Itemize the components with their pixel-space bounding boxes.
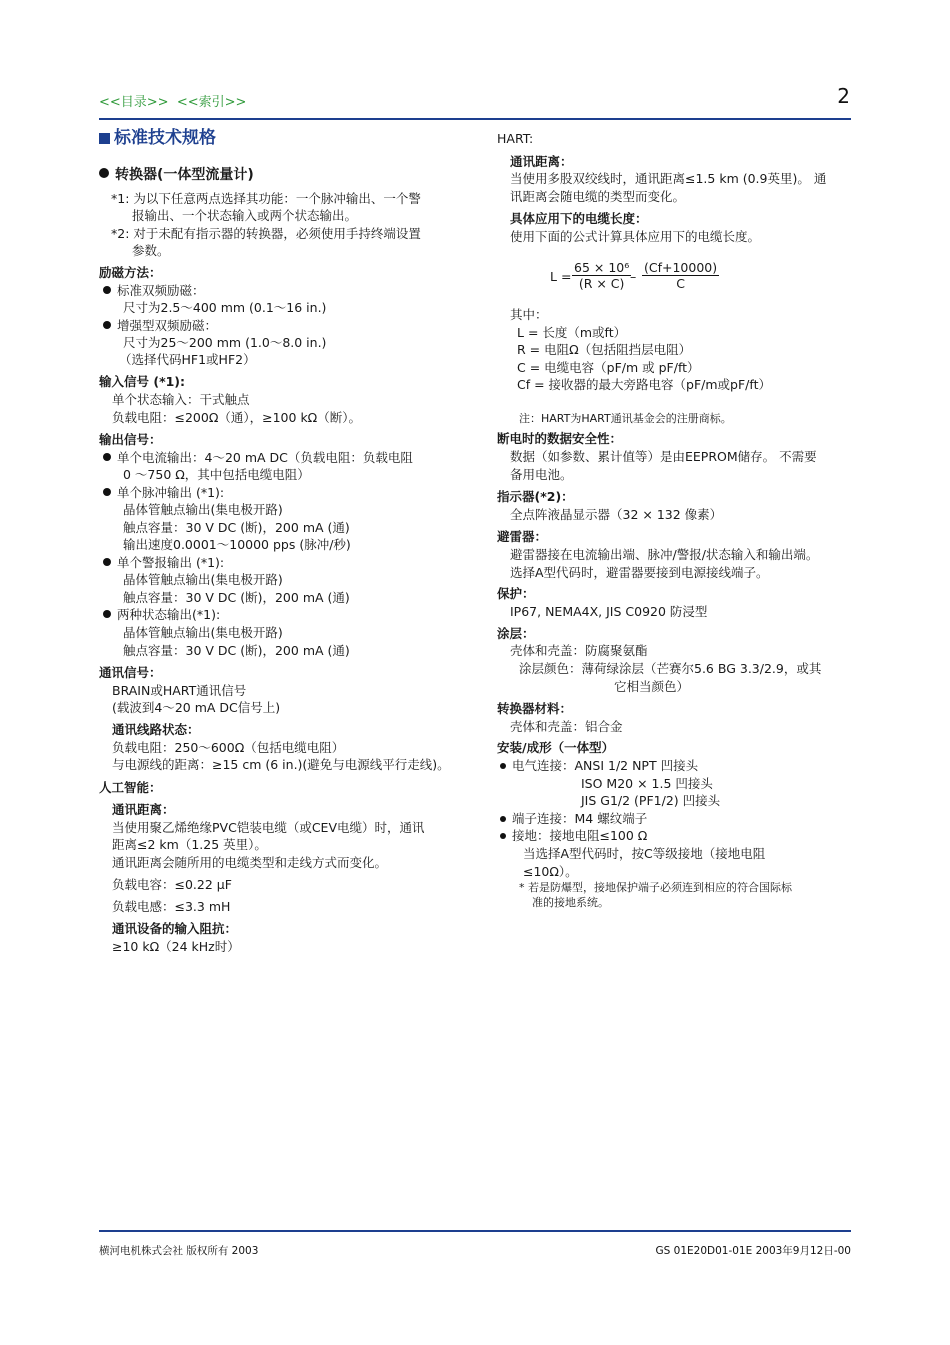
bullet-icon [103,610,111,618]
footer-copyright: 横河电机株式会社 版权所有 2003 [99,1245,259,1257]
note-2-cont: 参数。 [132,243,170,258]
output-4: 两种状态输出(*1): [103,607,220,623]
indicator-1: 全点阵液晶显示器（32 × 132 像素） [510,507,723,522]
toc-link[interactable]: <<目录>> [99,95,169,110]
bullet-icon [103,286,111,294]
input-impedance: ≥10 kΩ（24 kHz时） [112,939,240,954]
excitation-item-2-note: （选择代码HF1或HF2） [119,352,256,367]
converter-title: 转换器(一体型流量计) [99,167,254,183]
excitation-title: 励磁方法： [99,265,162,280]
note-2: *2: 对于未配有指示器的转换器，必须使用手持终端设置 [111,226,421,241]
output-title: 输出信号： [99,432,162,447]
formula-den-2: C [676,276,685,291]
hart-dist-title: 通讯距离： [510,154,573,169]
header-rule [99,118,851,120]
index-link[interactable]: <<索引>> [176,95,247,110]
coating-2: 涂层颜色：薄荷绿涂层（芒赛尔5.6 BG 3.3/2.9，或其 [519,661,822,676]
comm-1: BRAIN或HART通讯信号 [112,683,247,698]
where-l: L = 长度（m或ft） [517,325,627,340]
note-1-cont: 报输出、一个状态输入或两个状态输出。 [132,208,358,223]
grounding: 接地：接地电阻≤100 Ω [500,828,647,844]
bullet-icon [103,453,111,461]
where-c: C = 电缆电容（pF/m 或 pF/ft） [517,360,700,375]
output-2: 单个脉冲输出 (*1): [103,485,224,501]
bullet-icon [500,816,506,822]
arrester-title: 避雷器： [497,529,548,544]
ai-dist-title: 通讯距离： [112,802,175,817]
comm-title: 通讯信号： [99,665,162,680]
note-1: *1: 为以下任意两点选择其功能：一个脉冲输出、一个警 [111,191,421,206]
excitation-item-2-size: 尺寸为25～200 mm (1.0～8.0 in.) [123,335,327,350]
input-2: 负载电阻：≤200Ω（通），≥100 kΩ（断）。 [112,410,361,425]
load-capacitance: 负载电容：≤0.22 μF [112,877,232,892]
comm-2: (载波到4～20 mA DC信号上) [112,700,281,715]
input-1: 单个状态输入：干式触点 [112,392,250,407]
protection-1: IP67, NEMA4X, JIS C0920 防浸型 [510,604,708,619]
cable-title: 具体应用下的电缆长度： [510,211,648,226]
excitation-item-2: 增强型双频励磁： [103,318,217,334]
ai-dist-3: 通讯距离会随所用的电缆类型和走线方式而变化。 [112,855,388,870]
bullet-icon [103,558,111,566]
grounding-2: 当选择A型代码时，按C等级接地（接地电阻 [523,846,766,861]
output-3-b: 触点容量：30 V DC (断)，200 mA (通) [123,590,350,605]
hart-title: HART: [497,131,534,146]
line-2: 与电源线的距离：≥15 cm (6 in.)(避免与电源线平行走线)。 [112,757,450,772]
input-title: 输入信号 (*1): [99,374,186,389]
input-impedance-title: 通讯设备的输入阻抗： [112,921,238,936]
footer-rule [99,1230,851,1232]
output-1-cont: 0 ～750 Ω，其中包括电缆电阻） [123,467,310,482]
material-1: 壳体和壳盖：铝合金 [510,719,623,734]
ai-title: 人工智能： [99,780,162,795]
excitation-item-1: 标准双频励磁： [103,283,205,299]
ai-dist-2: 距离≤2 km（1.25 英里）。 [112,837,267,852]
bullet-icon [99,168,109,178]
arrester-1: 避雷器接在电流输出端、脉冲/警报/状态输入和输出端。 [510,547,819,562]
hart-trademark-note: 注：HART为HART通讯基金会的注册商标。 [519,412,732,425]
formula-fraction-2 [642,260,719,291]
output-4-a: 晶体管触点输出(集电极开路) [123,625,283,640]
coating-3: 它相当颜色） [614,679,690,694]
hart-dist-1: 当使用多股双绞线时，通讯距离≤1.5 km (0.9英里)。 通 [510,171,827,186]
arrester-2: 选择A型代码时，避雷器要接到电源接线端子。 [510,565,769,580]
indicator-title: 指示器(*2)： [497,489,574,504]
where-r: R = 电阻Ω（包括阻挡层电阻） [517,342,692,357]
grounding-note-1: * 若是防爆型，接地保护端子必须连到相应的符合国际标 [519,881,792,894]
square-bullet-icon [99,133,110,144]
electrical-connection-2: ISO M20 × 1.5 凹接头 [581,776,713,791]
where-title: 其中： [510,307,548,322]
header-nav [99,91,246,110]
material-title: 转换器材料： [497,701,573,716]
bullet-icon [103,488,111,496]
hart-dist-2: 讯距离会随电缆的类型而变化。 [510,189,686,204]
formula-num-2: (Cf+10000) [644,260,718,275]
cable-1: 使用下面的公式计算具体应用下的电缆长度。 [510,229,761,244]
where-cf: Cf = 接收器的最大旁路电容（pF/m或pF/ft） [517,377,771,392]
grounding-3: ≤10Ω）。 [523,864,578,879]
formula-lhs: L = [550,269,572,284]
output-2-b: 触点容量：30 V DC (断)，200 mA (通) [123,520,350,535]
page-number: 2 [837,84,850,108]
formula-fraction-1 [572,260,631,291]
output-1: 单个电流输出：4～20 mA DC（负载电阻：负载电阻 [103,450,413,466]
output-3: 单个警报输出 (*1): [103,555,224,571]
formula-num-1: 65 × 10⁶ [574,260,630,275]
formula-den-1: (R × C) [578,276,625,291]
protection-title: 保护： [497,586,535,601]
electrical-connection-3: JIS G1/2 (PF1/2) 凹接头 [581,793,721,808]
electrical-connection: 电气连接：ANSI 1/2 NPT 凹接头 [500,758,698,774]
output-3-a: 晶体管触点输出(集电极开路) [123,572,283,587]
ai-dist-1: 当使用聚乙烯绝缘PVC铠装电缆（或CEV电缆）时，通讯 [112,820,425,835]
install-title: 安装/成形（一体型） [497,740,615,755]
footer-doc-id: GS 01E20D01-01E 2003年9月12日-00 [655,1245,851,1257]
bullet-icon [500,763,506,769]
output-4-b: 触点容量：30 V DC (断)，200 mA (通) [123,643,350,658]
line-title: 通讯线路状态： [112,722,200,737]
bullet-icon [103,321,111,329]
cable-length-formula [550,260,790,296]
grounding-note-2: 准的接地系统。 [532,896,609,909]
output-2-c: 输出速度0.0001～10000 pps (脉冲/秒) [123,537,351,552]
coating-title: 涂层： [497,626,535,641]
output-2-a: 晶体管触点输出(集电极开路) [123,502,283,517]
power-1: 数据（如参数、累计值等）是由EEPROM储存。 不需要 [510,449,817,464]
power-title: 断电时的数据安全性： [497,431,623,446]
line-1: 负载电阻：250～600Ω（包括电缆电阻） [112,740,345,755]
section-title: 标准技术规格 [99,130,216,146]
coating-1: 壳体和壳盖：防腐聚氨酯 [510,643,648,658]
load-inductance: 负载电感：≤3.3 mH [112,899,231,914]
terminal-connection: 端子连接：M4 螺纹端子 [500,811,647,827]
formula-minus: – [630,269,637,284]
excitation-item-1-size: 尺寸为2.5～400 mm (0.1～16 in.) [123,300,327,315]
bullet-icon [500,833,506,839]
power-2: 备用电池。 [510,467,573,482]
